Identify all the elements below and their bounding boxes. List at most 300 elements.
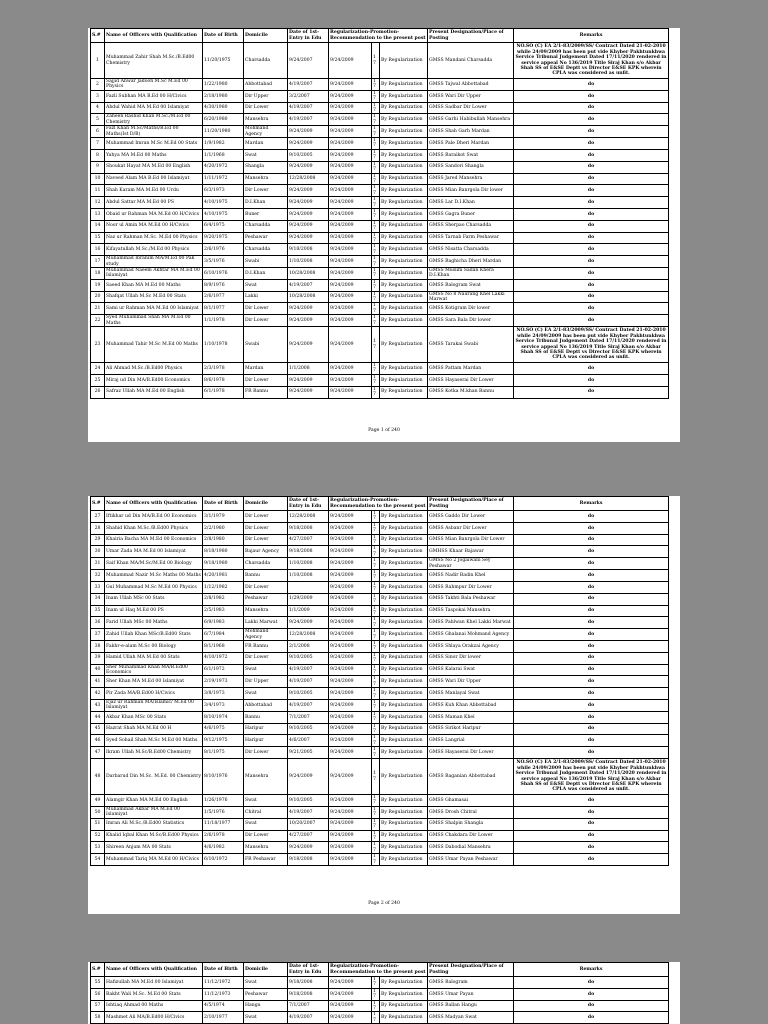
cell-domicile: Lakki Marwat bbox=[244, 617, 288, 629]
cell-bps: 17 bbox=[372, 806, 380, 818]
cell-present-posting: GMSS Madyan Swat bbox=[428, 1012, 514, 1024]
cell-bps: 17 bbox=[372, 676, 380, 688]
cell-present-posting: GMSS Mandani Charsadda bbox=[428, 43, 514, 79]
cell-sr: 47 bbox=[91, 747, 105, 759]
cell-remarks: do bbox=[514, 291, 669, 303]
cell-sr: 40 bbox=[91, 664, 105, 676]
header-present-posting: Present Designation/Place of Posting bbox=[428, 963, 514, 977]
cell-bps: 17 bbox=[372, 546, 380, 558]
cell-dob: 1/1/1968 bbox=[203, 149, 244, 161]
cell-domicile: Dir Lower bbox=[244, 747, 288, 759]
cell-sr: 55 bbox=[91, 977, 105, 989]
cell-entry-date: 9/18/2008 bbox=[288, 546, 329, 558]
header-entry: Date of 1st-Entry in Edu bbox=[288, 963, 329, 977]
cell-sr: 29 bbox=[91, 534, 105, 546]
table-row bbox=[91, 546, 669, 558]
cell-domicile: Haripur bbox=[244, 723, 288, 735]
cell-name: Syed Muhammad Shah MA M.Ed 00 Maths bbox=[105, 315, 203, 327]
cell-name: Inam ul Haq M.Ed 00 PS bbox=[105, 605, 203, 617]
cell-present-posting: GMSS Sinor Dir lower bbox=[428, 652, 514, 664]
cell-dob: 2/19/1973 bbox=[203, 676, 244, 688]
cell-remarks: do bbox=[514, 173, 669, 185]
table-row bbox=[91, 522, 669, 534]
cell-remarks: do bbox=[514, 138, 669, 150]
cell-regularization: By Regularization bbox=[380, 605, 428, 617]
cell-present-posting: GMSS Umar Payan Peshawar bbox=[428, 854, 514, 866]
cell-remarks: do bbox=[514, 79, 669, 91]
cell-sr: 57 bbox=[91, 1000, 105, 1012]
cell-present-posting: GMSS No 2 Jogaiwani Sey Peshawar bbox=[428, 558, 514, 570]
cell-recommendation-date: 9/24/2009 bbox=[329, 386, 372, 398]
table-row bbox=[91, 700, 669, 712]
cell-domicile: Swat bbox=[244, 149, 288, 161]
cell-domicile: Swat bbox=[244, 977, 288, 989]
table-row bbox=[91, 534, 669, 546]
cell-recommendation-date: 9/24/2009 bbox=[329, 149, 372, 161]
cell-entry-date bbox=[288, 581, 329, 593]
cell-entry-date: 12/28/2008 bbox=[288, 629, 329, 641]
cell-dob: 11/12/1973 bbox=[203, 988, 244, 1000]
cell-domicile: Swabi bbox=[244, 256, 288, 268]
cell-recommendation-date: 9/24/2009 bbox=[329, 232, 372, 244]
cell-sr: 5 bbox=[91, 114, 105, 126]
cell-regularization: By Regularization bbox=[380, 522, 428, 534]
cell-dob: 8/1/1977 bbox=[203, 303, 244, 315]
cell-domicile: Mohmand Agency bbox=[244, 126, 288, 138]
table-row bbox=[91, 688, 669, 700]
cell-recommendation-date: 9/24/2009 bbox=[329, 279, 372, 291]
cell-sr: 25 bbox=[91, 374, 105, 386]
cell-bps: 17 bbox=[372, 102, 380, 114]
cell-present-posting: GMSS Asbanr Dir Lower bbox=[428, 522, 514, 534]
cell-domicile: Swabi bbox=[244, 327, 288, 363]
document-page-3 bbox=[88, 962, 680, 1024]
cell-name: Safraz Ullah MA M.Ed 00 English bbox=[105, 386, 203, 398]
cell-entry-date: 4/19/2007 bbox=[288, 102, 329, 114]
cell-bps: 17 bbox=[372, 315, 380, 327]
cell-present-posting: GMSS Garhi Habibullah Mansehra bbox=[428, 114, 514, 126]
table-header-row bbox=[91, 29, 669, 43]
header-regularization: Regularization-Promotion-Recommendation to the present post bbox=[330, 964, 426, 975]
cell-regularization: By Regularization bbox=[380, 173, 428, 185]
cell-remarks: do bbox=[514, 570, 669, 582]
table-row bbox=[91, 747, 669, 759]
cell-remarks: do bbox=[514, 652, 669, 664]
cell-dob: 9/18/1980 bbox=[203, 558, 244, 570]
cell-recommendation-date: 9/24/2009 bbox=[329, 1000, 372, 1012]
cell-name: Hazrat Shah MA M.Ed 00 H bbox=[105, 723, 203, 735]
cell-name: Khairia Bacha MA M.Ed 00 Economics bbox=[105, 534, 203, 546]
cell-entry-date: 9/24/2009 bbox=[288, 208, 329, 220]
cell-recommendation-date: 9/24/2009 bbox=[329, 652, 372, 664]
cell-entry-date: 7/1/2007 bbox=[288, 1000, 329, 1012]
cell-present-posting: GMHSS Khaar Bajawar bbox=[428, 546, 514, 558]
cell-sr: 58 bbox=[91, 1012, 105, 1024]
cell-entry-date: 9/18/2008 bbox=[288, 988, 329, 1000]
table-row bbox=[91, 149, 669, 161]
cell-name: Fazl Khan M.Sc/Maths/B.Ed 00 Maths(Ist D/B) bbox=[105, 126, 203, 138]
cell-domicile: Shangla bbox=[244, 161, 288, 173]
cell-remarks: do bbox=[514, 747, 669, 759]
cell-entry-date: 9/24/2009 bbox=[288, 161, 329, 173]
cell-sr: 37 bbox=[91, 629, 105, 641]
cell-entry-date: 4/19/2007 bbox=[288, 279, 329, 291]
cell-present-posting: GMSS Jared Mansehra bbox=[428, 173, 514, 185]
cell-regularization: By Regularization bbox=[380, 546, 428, 558]
cell-name: Ikram Ullah M.Sc/B.Ed00 Chemistry bbox=[105, 747, 203, 759]
cell-entry-date: 4/19/2007 bbox=[288, 114, 329, 126]
cell-dob: 3/5/1976 bbox=[203, 256, 244, 268]
cell-regularization: By Regularization bbox=[380, 593, 428, 605]
cell-domicile: Dir Lower bbox=[244, 652, 288, 664]
cell-bps: 17 bbox=[372, 114, 380, 126]
cell-name: Muhammad Tariq MA M.Ed 00 H/Civics bbox=[105, 854, 203, 866]
cell-present-posting: GMSS Drosh Chitral bbox=[428, 806, 514, 818]
cell-present-posting: GMSS Ghamasai bbox=[428, 795, 514, 807]
cell-remarks: NO.SO (C) EA 2/1-83/2009/SS/ Contract Dated 21-02-2010 while 24/09/2009 has been put vide Khyber Pakhtunkhwa Service Tribunal Judgement Dated 17/11/2020 rendered in service appeal No 136/2019 Title Siraj Khan s/o Akbar Shah SS of E&SE Deptt vs Director E&SE KPK wherein CPLA was considered as unfit. bbox=[514, 327, 669, 363]
cell-recommendation-date: 9/24/2009 bbox=[329, 759, 372, 795]
cell-recommendation-date: 9/24/2009 bbox=[329, 1012, 372, 1024]
cell-dob: 2/6/1976 bbox=[203, 244, 244, 256]
cell-remarks: do bbox=[514, 279, 669, 291]
cell-regularization: By Regularization bbox=[380, 1012, 428, 1024]
cell-remarks: do bbox=[514, 593, 669, 605]
cell-regularization: By Regularization bbox=[380, 43, 428, 79]
cell-present-posting: GMSS Dabodial Mansehra bbox=[428, 842, 514, 854]
cell-recommendation-date: 9/24/2009 bbox=[329, 854, 372, 866]
cell-domicile: Abbottabad bbox=[244, 79, 288, 91]
header-dob: Date of Birth bbox=[203, 963, 244, 977]
cell-entry-date: 9/24/2009 bbox=[288, 138, 329, 150]
cell-sr: 12 bbox=[91, 197, 105, 209]
cell-domicile: Dir Lower bbox=[244, 374, 288, 386]
cell-sr: 35 bbox=[91, 605, 105, 617]
cell-domicile: Charsadda bbox=[244, 244, 288, 256]
table-row bbox=[91, 114, 669, 126]
cell-dob: 8/9/1976 bbox=[203, 279, 244, 291]
cell-bps: 17 bbox=[372, 291, 380, 303]
document-page-1 bbox=[88, 28, 680, 442]
cell-domicile: Mohmand Agency bbox=[244, 629, 288, 641]
cell-recommendation-date: 9/24/2009 bbox=[329, 102, 372, 114]
cell-remarks: do bbox=[514, 90, 669, 102]
cell-recommendation-date: 9/24/2009 bbox=[329, 629, 372, 641]
cell-bps: 17 bbox=[372, 688, 380, 700]
cell-regularization: By Regularization bbox=[380, 747, 428, 759]
cell-domicile: FR Bannu bbox=[244, 386, 288, 398]
cell-name: Akbar Khan MSc 00 Stats bbox=[105, 711, 203, 723]
cell-bps: 17 bbox=[372, 173, 380, 185]
cell-recommendation-date: 9/24/2009 bbox=[329, 640, 372, 652]
cell-entry-date: 9/10/2005 bbox=[288, 795, 329, 807]
cell-domicile: Mansehra bbox=[244, 114, 288, 126]
table-row bbox=[91, 1012, 669, 1024]
cell-sr: 32 bbox=[91, 570, 105, 582]
cell-bps: 17 bbox=[372, 711, 380, 723]
cell-present-posting: GMSS Baghicha Dheri Mardan bbox=[428, 256, 514, 268]
cell-domicile: Dir Lower bbox=[244, 511, 288, 523]
cell-bps: 17 bbox=[372, 747, 380, 759]
table-row bbox=[91, 138, 669, 150]
cell-regularization: By Regularization bbox=[380, 232, 428, 244]
cell-remarks: do bbox=[514, 546, 669, 558]
cell-present-posting: GMSS Sadbar Dir Lower bbox=[428, 102, 514, 114]
cell-dob: 9/20/1975 bbox=[203, 232, 244, 244]
cell-sr: 8 bbox=[91, 149, 105, 161]
cell-domicile: Mansehra bbox=[244, 842, 288, 854]
cell-name: Naz ur Rahman M.Sc. M.Ed 00 Physics bbox=[105, 232, 203, 244]
cell-present-posting: GMSS Shah Garh Mardan bbox=[428, 126, 514, 138]
cell-regularization: By Regularization bbox=[380, 208, 428, 220]
page-footer: Page 2 of 240 bbox=[368, 901, 400, 906]
cell-sr: 49 bbox=[91, 795, 105, 807]
officers-table-page-1 bbox=[90, 28, 669, 399]
cell-bps: 17 bbox=[372, 593, 380, 605]
cell-regularization: By Regularization bbox=[380, 114, 428, 126]
table-header-row bbox=[91, 497, 669, 511]
cell-regularization: By Regularization bbox=[380, 652, 428, 664]
cell-domicile: D.I.Khan bbox=[244, 268, 288, 280]
cell-sr: 52 bbox=[91, 830, 105, 842]
cell-regularization: By Regularization bbox=[380, 558, 428, 570]
cell-bps: 17 bbox=[372, 735, 380, 747]
cell-domicile: Haripur bbox=[244, 735, 288, 747]
cell-dob: 11/20/1980 bbox=[203, 126, 244, 138]
officers-table-page-2 bbox=[90, 496, 669, 866]
cell-regularization: By Regularization bbox=[380, 723, 428, 735]
table-row bbox=[91, 291, 669, 303]
cell-remarks: do bbox=[514, 149, 669, 161]
cell-domicile: Swat bbox=[244, 1012, 288, 1024]
cell-present-posting: GMSS Hayaserai Dir Lower bbox=[428, 747, 514, 759]
table-row bbox=[91, 244, 669, 256]
cell-name: Saeed Khan MA M.Ed 00 Maths bbox=[105, 279, 203, 291]
cell-bps: 17 bbox=[372, 854, 380, 866]
header-sr: S.# bbox=[91, 29, 105, 43]
cell-domicile: Lakki bbox=[244, 291, 288, 303]
cell-bps: 17 bbox=[372, 700, 380, 712]
cell-present-posting: GMSS Gaddo Dir Lower bbox=[428, 511, 514, 523]
cell-dob: 4/10/1972 bbox=[203, 652, 244, 664]
cell-domicile: Dir Lower bbox=[244, 830, 288, 842]
header-present-posting: Present Designation/Place of Posting bbox=[428, 497, 514, 511]
table-row bbox=[91, 208, 669, 220]
cell-dob: 4/30/1980 bbox=[203, 102, 244, 114]
cell-bps: 17 bbox=[372, 279, 380, 291]
cell-bps: 17 bbox=[372, 640, 380, 652]
cell-remarks: do bbox=[514, 244, 669, 256]
cell-present-posting: GMSS Tarnab Farm Peshawar bbox=[428, 232, 514, 244]
cell-sr: 16 bbox=[91, 244, 105, 256]
cell-remarks: do bbox=[514, 735, 669, 747]
table-row bbox=[91, 386, 669, 398]
cell-bps: 17 bbox=[372, 244, 380, 256]
cell-present-posting: GMSS Wari Dir Upper bbox=[428, 90, 514, 102]
header-entry: Date of 1st-Entry in Edu bbox=[288, 497, 329, 511]
cell-regularization: By Regularization bbox=[380, 688, 428, 700]
cell-entry-date: 1/10/2008 bbox=[288, 256, 329, 268]
cell-sr: 31 bbox=[91, 558, 105, 570]
cell-entry-date: 4/19/2007 bbox=[288, 676, 329, 688]
cell-dob: 1/12/1982 bbox=[203, 581, 244, 593]
cell-name: Kifayatullah M.Sc./M.Ed 00 Physics bbox=[105, 244, 203, 256]
cell-dob: 6/1/1972 bbox=[203, 664, 244, 676]
cell-present-posting: GMSS Balogram bbox=[428, 977, 514, 989]
cell-bps: 17 bbox=[372, 511, 380, 523]
cell-bps: 17 bbox=[372, 652, 380, 664]
header-name: Name of Officers with Qualification bbox=[105, 497, 203, 511]
cell-entry-date: 7/1/2007 bbox=[288, 711, 329, 723]
cell-regularization: By Regularization bbox=[380, 161, 428, 173]
cell-name: Muhammad Tahir M.Sc M.Ed 00 Maths bbox=[105, 327, 203, 363]
cell-domicile: Swat bbox=[244, 818, 288, 830]
header-dob: Date of Birth bbox=[203, 497, 244, 511]
cell-domicile: Dir Lower bbox=[244, 185, 288, 197]
cell-entry-date: 9/10/2005 bbox=[288, 652, 329, 664]
cell-regularization: By Regularization bbox=[380, 735, 428, 747]
cell-regularization: By Regularization bbox=[380, 279, 428, 291]
cell-bps: 17 bbox=[372, 268, 380, 280]
cell-present-posting: GMSS Maman Khel bbox=[428, 711, 514, 723]
cell-remarks: do bbox=[514, 126, 669, 138]
cell-dob: 2/18/1980 bbox=[203, 90, 244, 102]
cell-bps: 17 bbox=[372, 522, 380, 534]
cell-remarks: do bbox=[514, 303, 669, 315]
cell-bps: 17 bbox=[372, 149, 380, 161]
cell-recommendation-date: 9/24/2009 bbox=[329, 593, 372, 605]
table-row bbox=[91, 268, 669, 280]
header-sr: S.# bbox=[91, 497, 105, 511]
cell-domicile: Peshawar bbox=[244, 988, 288, 1000]
cell-remarks: NO.SO (C) EA 2/1-83/2009/SS/ Contract Dated 21-02-2010 while 24/09/2009 has been put vide Khyber Pakhtunkhwa Service Tribunal Judgement Dated 17/11/2020 rendered in service appeal No 136/2019 Title Siraj Khan s/o Akbar Shah SS of E&SE Deptt vs Director E&SE KPK wherein CPLA was considered as unfit. bbox=[514, 43, 669, 79]
cell-entry-date: 9/18/2008 bbox=[288, 854, 329, 866]
cell-sr: 39 bbox=[91, 652, 105, 664]
cell-name: Gul Muhammad M.Sc M.Ed 00 Physics bbox=[105, 581, 203, 593]
cell-recommendation-date: 9/24/2009 bbox=[329, 988, 372, 1000]
cell-name: Darbarud Din M.Sc. M.Ed. 00 Chemistry bbox=[105, 759, 203, 795]
cell-dob: 4/20/1972 bbox=[203, 161, 244, 173]
cell-remarks: do bbox=[514, 185, 669, 197]
cell-remarks: do bbox=[514, 988, 669, 1000]
cell-sr: 54 bbox=[91, 854, 105, 866]
cell-recommendation-date: 9/24/2009 bbox=[329, 534, 372, 546]
cell-dob: 11/12/1972 bbox=[203, 977, 244, 989]
cell-domicile: Charsadda bbox=[244, 558, 288, 570]
cell-dob: 2/10/1977 bbox=[203, 1012, 244, 1024]
cell-name: Muhammad Naeem Akhtar MA M.Ed 00 Islamiyat bbox=[105, 268, 203, 280]
cell-entry-date: 1/10/2008 bbox=[288, 558, 329, 570]
cell-name: Khalid Iqbal Khan M.Sc/B.Ed00 Physics bbox=[105, 830, 203, 842]
cell-present-posting: GMSS Mian Banrgola Dir lower bbox=[428, 185, 514, 197]
cell-recommendation-date: 9/24/2009 bbox=[329, 291, 372, 303]
table-row bbox=[91, 327, 669, 363]
cell-domicile: Peshawar bbox=[244, 232, 288, 244]
cell-dob: 2/6/1978 bbox=[203, 830, 244, 842]
cell-domicile: Buner bbox=[244, 208, 288, 220]
cell-bps: 17 bbox=[372, 534, 380, 546]
table-row bbox=[91, 1000, 669, 1012]
cell-recommendation-date: 9/24/2009 bbox=[329, 977, 372, 989]
cell-entry-date: 4/27/2007 bbox=[288, 534, 329, 546]
cell-entry-date: 9/24/2007 bbox=[288, 43, 329, 79]
cell-dob: 3/4/1973 bbox=[203, 700, 244, 712]
cell-domicile: Mansehra bbox=[244, 759, 288, 795]
cell-sr: 41 bbox=[91, 676, 105, 688]
cell-dob: 8/10/1974 bbox=[203, 711, 244, 723]
cell-dob: 6/7/1984 bbox=[203, 629, 244, 641]
cell-domicile: Peshawar bbox=[244, 593, 288, 605]
header-present-posting: Present Designation/Place of Posting bbox=[428, 29, 514, 43]
cell-remarks: do bbox=[514, 795, 669, 807]
table-row bbox=[91, 593, 669, 605]
cell-entry-date: 2/1/2008 bbox=[288, 640, 329, 652]
cell-recommendation-date: 9/24/2009 bbox=[329, 208, 372, 220]
cell-domicile: Dir Lower bbox=[244, 102, 288, 114]
cell-remarks: do bbox=[514, 581, 669, 593]
table-row bbox=[91, 795, 669, 807]
cell-recommendation-date: 9/24/2009 bbox=[329, 617, 372, 629]
cell-entry-date: 9/24/2009 bbox=[288, 315, 329, 327]
cell-recommendation-date: 9/24/2009 bbox=[329, 114, 372, 126]
cell-present-posting: GMSS Rahmpur Dir Lower bbox=[428, 581, 514, 593]
cell-entry-date: 10/20/2007 bbox=[288, 818, 329, 830]
cell-dob: 11/20/1975 bbox=[203, 43, 244, 79]
cell-regularization: By Regularization bbox=[380, 102, 428, 114]
cell-name: Fakhr-e-alam M.Sc 00 Biology bbox=[105, 640, 203, 652]
cell-dob: 2/8/1982 bbox=[203, 593, 244, 605]
cell-recommendation-date: 9/24/2009 bbox=[329, 161, 372, 173]
cell-entry-date: 9/24/2009 bbox=[288, 842, 329, 854]
cell-sr: 13 bbox=[91, 208, 105, 220]
cell-bps: 17 bbox=[372, 208, 380, 220]
cell-recommendation-date: 9/24/2009 bbox=[329, 795, 372, 807]
header-regularization: Regularization-Promotion-Recommendation to the present post bbox=[330, 498, 426, 509]
cell-present-posting: GMSS Kotka M.khan Bannu bbox=[428, 386, 514, 398]
cell-recommendation-date: 9/24/2009 bbox=[329, 126, 372, 138]
cell-domicile: Dir Lower bbox=[244, 581, 288, 593]
cell-entry-date: 9/24/2009 bbox=[288, 126, 329, 138]
cell-sr: 43 bbox=[91, 700, 105, 712]
cell-remarks: do bbox=[514, 688, 669, 700]
cell-domicile: Chitral bbox=[244, 806, 288, 818]
cell-remarks: do bbox=[514, 256, 669, 268]
cell-sr: 28 bbox=[91, 522, 105, 534]
cell-bps: 17 bbox=[372, 197, 380, 209]
cell-dob: 6/9/1983 bbox=[203, 617, 244, 629]
cell-dob: 8/6/1978 bbox=[203, 374, 244, 386]
cell-dob: 9/12/1975 bbox=[203, 735, 244, 747]
cell-entry-date: 9/18/2008 bbox=[288, 244, 329, 256]
cell-name: Abdul Sattar MA M.Ed 00 PS bbox=[105, 197, 203, 209]
cell-domicile: Dir Lower bbox=[244, 303, 288, 315]
table-row bbox=[91, 723, 669, 735]
cell-sr: 33 bbox=[91, 581, 105, 593]
cell-recommendation-date: 9/24/2009 bbox=[329, 173, 372, 185]
cell-present-posting: GMSS Hayaserai Dir Lower bbox=[428, 374, 514, 386]
cell-present-posting: GMSS Pale Dheri Mardan bbox=[428, 138, 514, 150]
cell-present-posting: GMSS Ghalanai Mohmand Agency bbox=[428, 629, 514, 641]
table-row bbox=[91, 315, 669, 327]
cell-dob: 6/20/1980 bbox=[203, 114, 244, 126]
cell-regularization: By Regularization bbox=[380, 386, 428, 398]
table-row bbox=[91, 90, 669, 102]
cell-recommendation-date: 9/24/2009 bbox=[329, 570, 372, 582]
table-row bbox=[91, 617, 669, 629]
cell-bps: 17 bbox=[372, 374, 380, 386]
cell-sr: 44 bbox=[91, 711, 105, 723]
cell-bps: 17 bbox=[372, 386, 380, 398]
header-domicile: Domicile bbox=[244, 963, 288, 977]
